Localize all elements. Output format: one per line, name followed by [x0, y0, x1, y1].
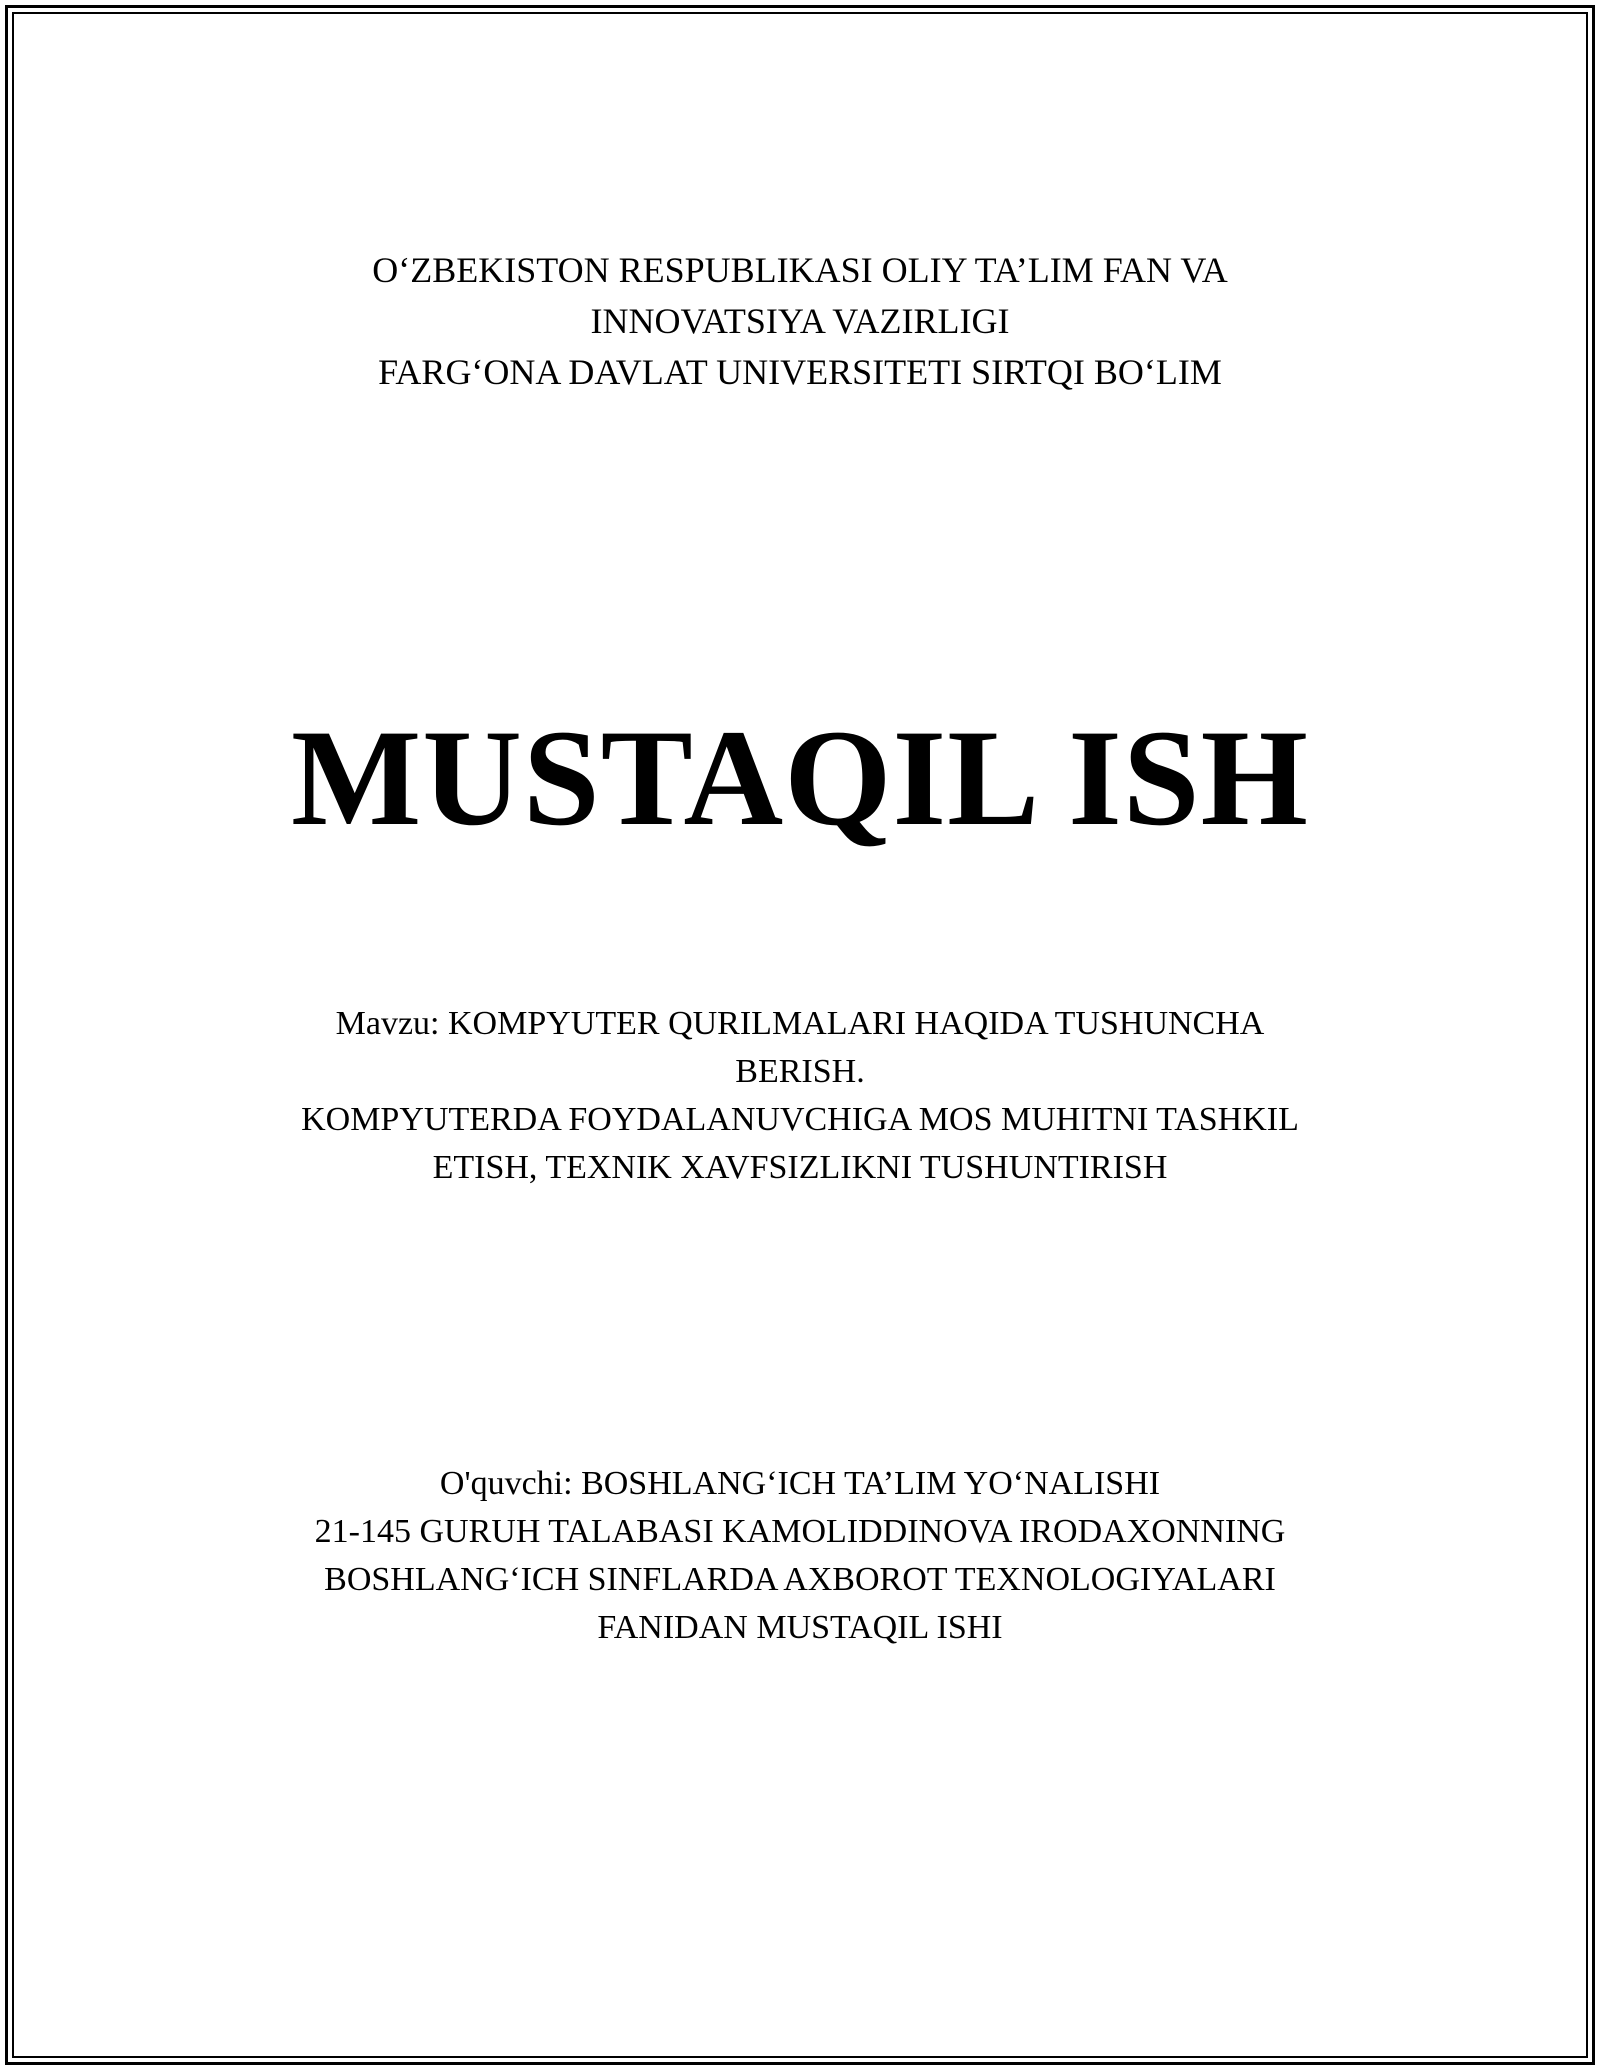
student-section — [0, 1460, 1600, 1652]
student-line-4: FANIDAN MUSTAQIL ISHI — [597, 1609, 1003, 1646]
ministry-header — [0, 245, 1600, 398]
student-line-3: BOSHLANG‘ICH SINFLARDA AXBOROT TEXNOLOGIYALARI — [324, 1561, 1276, 1598]
header-line-university: FARG‘ONA DAVLAT UNIVERSITETI SIRTQI BO‘LIM — [378, 352, 1222, 392]
student-line-2: 21-145 GURUH TALABASI KAMOLIDDINOVA IRODAXONNING — [314, 1513, 1286, 1550]
header-line-ministry: O‘ZBEKISTON RESPUBLIKASI OLIY TA’LIM FAN VA — [372, 250, 1228, 290]
topic-section — [0, 1000, 1600, 1192]
header-line-ministry-cont: INNOVATSIYA VAZIRLIGI — [590, 301, 1010, 341]
document-title: MUSTAQIL ISH — [291, 701, 1309, 854]
topic-line-3: KOMPYUTERDA FOYDALANUVCHIGA MOS MUHITNI TASHKIL — [301, 1101, 1299, 1138]
topic-line-2: BERISH. — [735, 1053, 865, 1090]
topic-line-4: ETISH, TEXNIK XAVFSIZLIKNI TUSHUNTIRISH — [432, 1149, 1168, 1186]
topic-line-1: Mavzu: KOMPYUTER QURILMALARI HAQIDA TUSHUNCHA — [335, 1005, 1265, 1042]
student-line-1: O'quvchi: BOSHLANG‘ICH TA’LIM YO‘NALISHI — [439, 1465, 1161, 1502]
